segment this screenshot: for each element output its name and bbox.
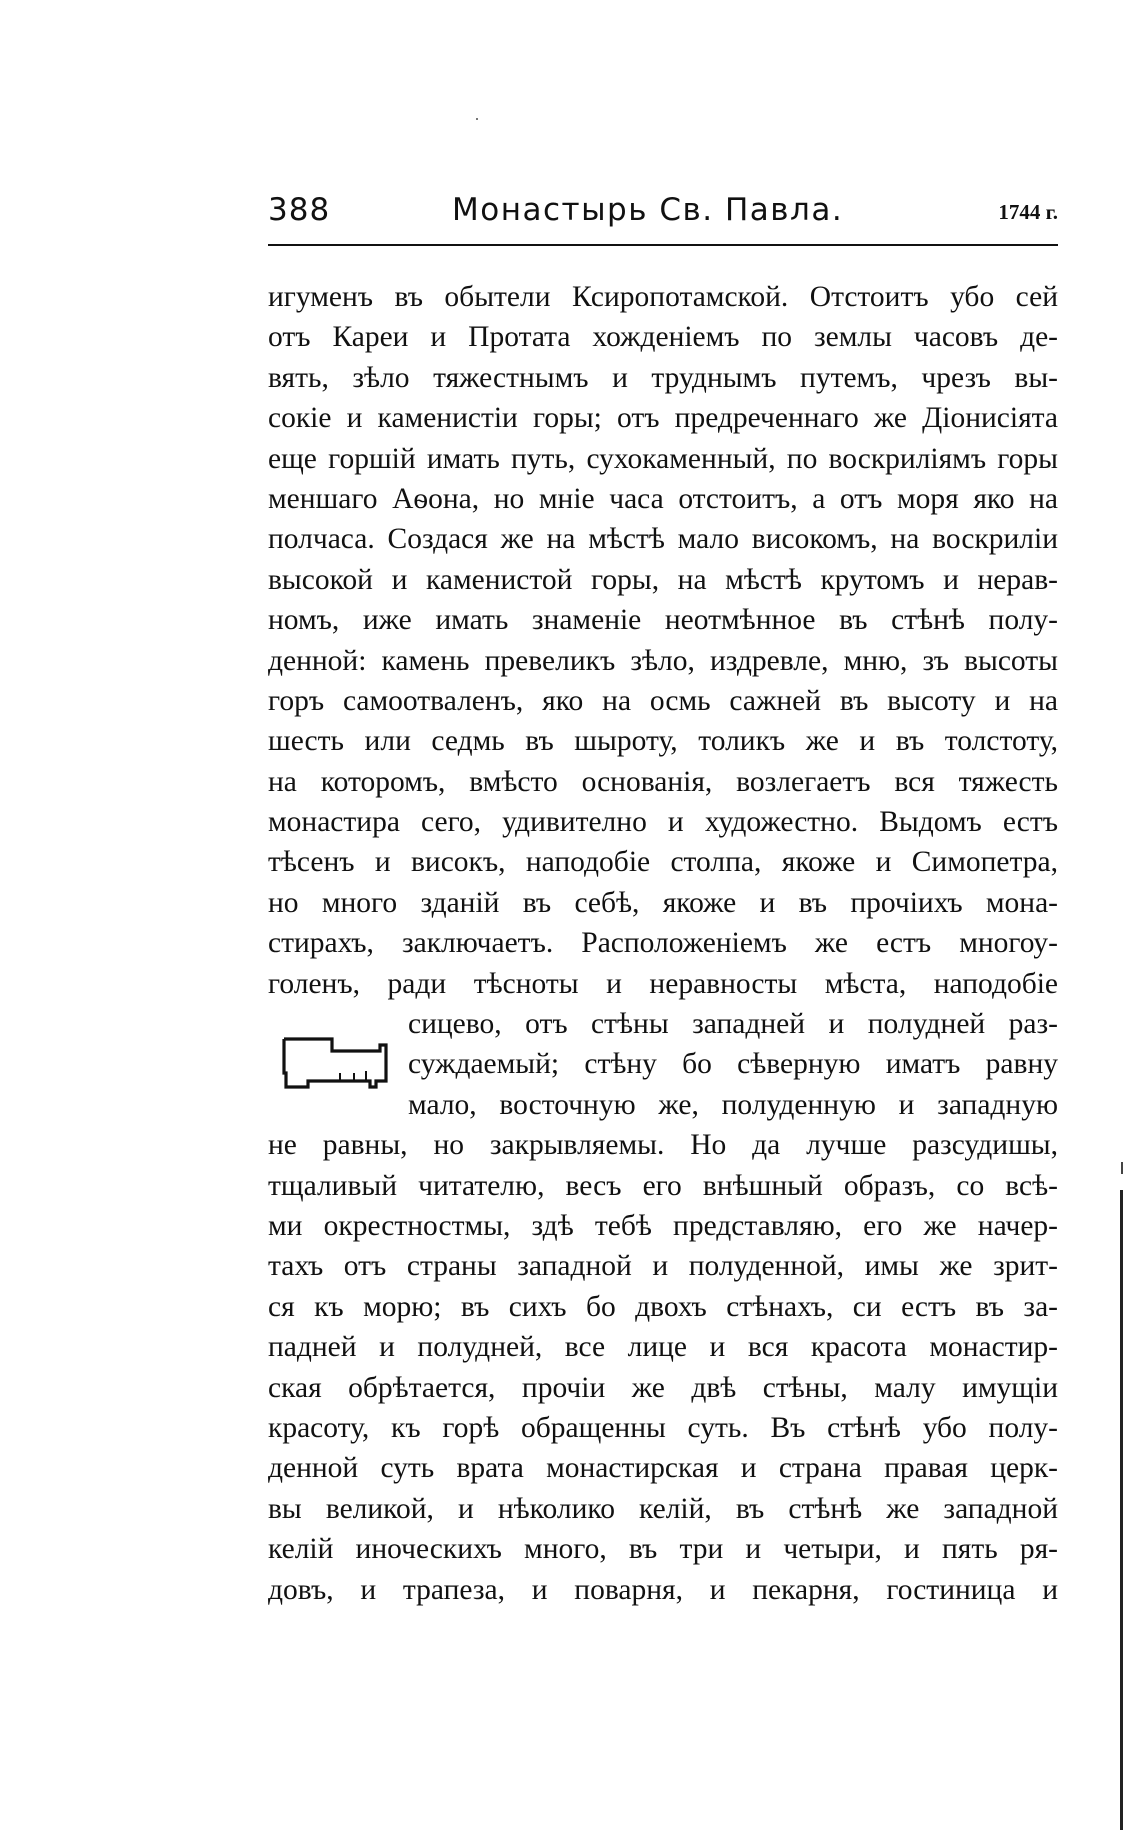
text-line: шесть или седмь въ шыроту, толикъ же и въ толстоту, [268, 725, 1058, 758]
text-line: полчаса. Создася же на мѣстѣ мало високомъ, на воскриліи [268, 523, 1058, 556]
text-line: горъ самоотваленъ, яко на осмь сажней въ высоту и на [268, 684, 1058, 717]
page-number: 388 [268, 192, 331, 228]
text-line: высокой и каменистой горы, на мѣстѣ крутомъ и нерав- [268, 563, 1058, 596]
running-header [268, 192, 1058, 246]
text-line: тахъ отъ страны западной и полуденной, имы же зрит- [268, 1250, 1058, 1283]
text-line: но много зданій въ себѣ, якоже и въ прочіихъ мона- [268, 886, 1058, 919]
text-line: ми окрестностмы, здѣ тебѣ представляю, его же начер- [268, 1209, 1058, 1242]
text-line: вы великой, и нѣколико келій, въ стѣнѣ же западной [268, 1492, 1058, 1525]
text-line: тщаливый читателю, весъ его внѣшный образъ, со всѣ- [268, 1169, 1058, 1202]
body-text [268, 277, 1058, 1610]
text-line: отъ Кареи и Протата хожденіемъ по землы часовъ де- [268, 321, 1058, 354]
text-line: меншаго Аѳона, но мніе часа отстоитъ, а отъ моря яко на [268, 482, 1058, 515]
text-line: ская обрѣтается, прочіи же двѣ стѣны, малу имущіи [268, 1371, 1058, 1404]
text-line: вять, зѣло тяжестнымъ и труднымъ путемъ, чрезъ вы- [268, 361, 1058, 394]
text-line: красоту, къ горѣ обращенны суть. Въ стѣнѣ убо полу- [268, 1411, 1058, 1444]
monastery-plan-figure [280, 1033, 388, 1093]
running-title: Монастырь Св. Павла. [452, 192, 844, 228]
text-line: монастира сего, удивително и художестно. Выдомъ естъ [268, 806, 1058, 839]
text-line: ся къ морю; въ сихъ бо двохъ стѣнахъ, си естъ въ за- [268, 1290, 1058, 1323]
text-line: игуменъ въ обытели Ксиропотамской. Отстоитъ убо сей [268, 281, 1058, 313]
text-line: довъ, и трапеза, и поварня, и пекарня, гостиница и [268, 1573, 1058, 1606]
margin-mark [1121, 1162, 1123, 1174]
text-line: стирахъ, заключаетъ. Расположеніемъ же естъ многоу- [268, 927, 1058, 960]
text-line: на которомъ, вмѣсто основанія, возлегаетъ вся тяжесть [268, 765, 1058, 798]
text-line: голенъ, ради тѣсноты и неравносты мѣста, наподобіе [268, 967, 1058, 1000]
text-line: келій иноческихъ много, въ три и четыри, и пять ря- [268, 1533, 1058, 1566]
text-line: денной: камень превеликъ зѣло, издревле, мню, зъ высоты [268, 644, 1058, 677]
running-year: 1744 г. [998, 200, 1058, 224]
text-line: тѣсенъ и високъ, наподобіе столпа, якоже и Симопетра, [268, 846, 1058, 879]
text-line: еще горшій имать путь, сухокаменный, по воскриліямъ горы [268, 442, 1058, 475]
text-line: денной суть врата монастирская и страна правая церк- [268, 1452, 1058, 1485]
text-line-beside-figure: мало, восточную же, полуденную и западную [408, 1088, 1058, 1121]
text-line: падней и полудней, все лице и вся красота монастир- [268, 1331, 1058, 1364]
text-line: сокіе и каменистіи горы; отъ предреченнаго же Діонисіята [268, 402, 1058, 435]
ink-speck [476, 118, 478, 120]
text-line: номъ, иже имать знаменіе неотмѣнное въ стѣнѣ полу- [268, 604, 1058, 637]
text-line-beside-figure: сицево, отъ стѣны западней и полудней раз- [408, 1008, 1058, 1041]
text-line-beside-figure: суждаемый; стѣну бо сѣверную иматъ равну [408, 1048, 1058, 1081]
margin-scan-line [1120, 1190, 1123, 1830]
text-line: не равны, но закрывляемы. Но да лучше разсудишы, [268, 1129, 1058, 1162]
